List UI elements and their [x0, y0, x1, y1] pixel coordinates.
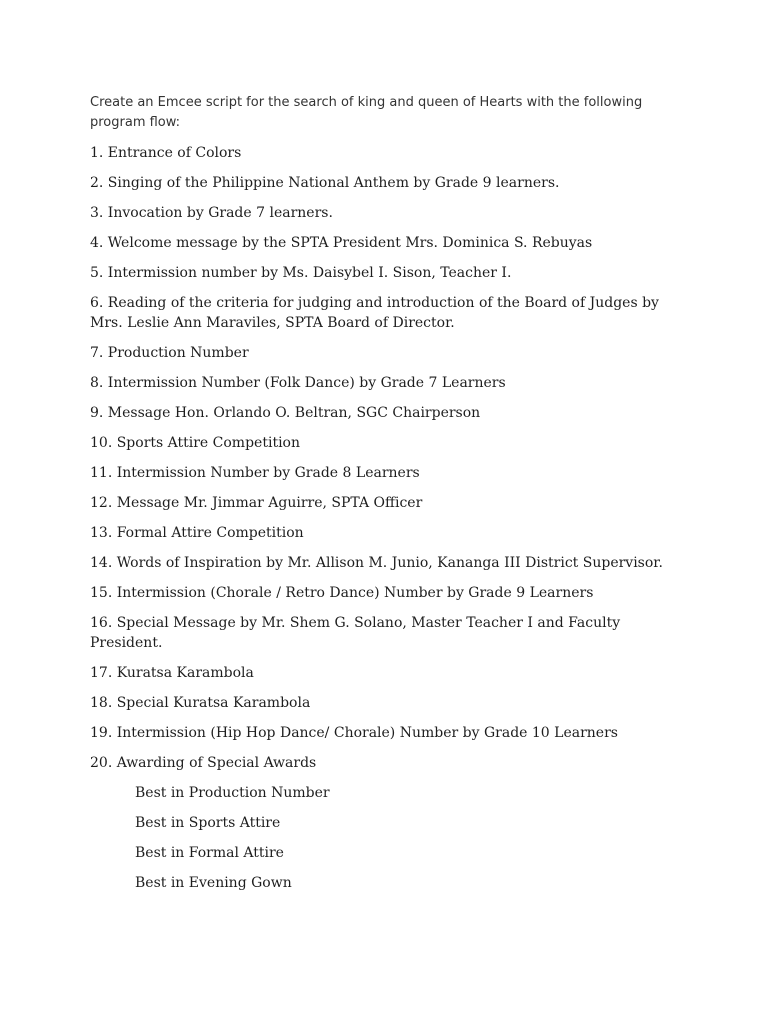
award-item: Best in Sports Attire — [135, 815, 281, 831]
award-item: Best in Formal Attire — [135, 845, 284, 861]
program-item: 15. Intermission (Chorale / Retro Dance) Number by Grade 9 Learners — [90, 585, 594, 601]
program-item: 3. Invocation by Grade 7 learners. — [90, 205, 333, 221]
program-item: 17. Kuratsa Karambola — [90, 665, 254, 681]
program-item: 2. Singing of the Philippine National Anthem by Grade 9 learners. — [90, 175, 560, 191]
program-item: 8. Intermission Number (Folk Dance) by Grade 7 Learners — [90, 375, 506, 391]
program-item: 10. Sports Attire Competition — [90, 435, 300, 451]
program-item: 14. Words of Inspiration by Mr. Allison M. Junio, Kananga III District Supervisor. — [90, 555, 663, 571]
program-item: 12. Message Mr. Jimmar Aguirre, SPTA Officer — [90, 495, 423, 511]
program-item: 7. Production Number — [90, 345, 249, 361]
program-item: 13. Formal Attire Competition — [90, 525, 304, 541]
awarding-label: 20. Awarding of Special Awards — [90, 755, 317, 771]
program-item: 11. Intermission Number by Grade 8 Learners — [90, 465, 420, 481]
program-item: 18. Special Kuratsa Karambola — [90, 695, 311, 711]
intro-paragraph: Create an Emcee script for the search of king and queen of Hearts with the following program flow: — [90, 95, 643, 130]
program-item: 4. Welcome message by the SPTA President Mrs. Dominica S. Rebuyas — [90, 235, 593, 251]
program-flow-list — [90, 143, 670, 903]
award-item: Best in Evening Gown — [135, 875, 292, 891]
program-item: 19. Intermission (Hip Hop Dance/ Chorale) Number by Grade 10 Learners — [90, 725, 618, 741]
program-item: 16. Special Message by Mr. Shem G. Solano, Master Teacher I and Faculty President. — [90, 615, 621, 651]
program-item: 9. Message Hon. Orlando O. Beltran, SGC Chairperson — [90, 405, 481, 421]
award-item: Best in Production Number — [135, 785, 330, 801]
program-item: 5. Intermission number by Ms. Daisybel I. Sison, Teacher I. — [90, 265, 512, 281]
special-awards-list — [90, 783, 670, 893]
program-item-awarding — [90, 753, 670, 893]
program-item: 1. Entrance of Colors — [90, 145, 242, 161]
program-item: 6. Reading of the criteria for judging and introduction of the Board of Judges by Mrs. Leslie Ann Maraviles, SPTA Board of Director. — [90, 295, 659, 331]
